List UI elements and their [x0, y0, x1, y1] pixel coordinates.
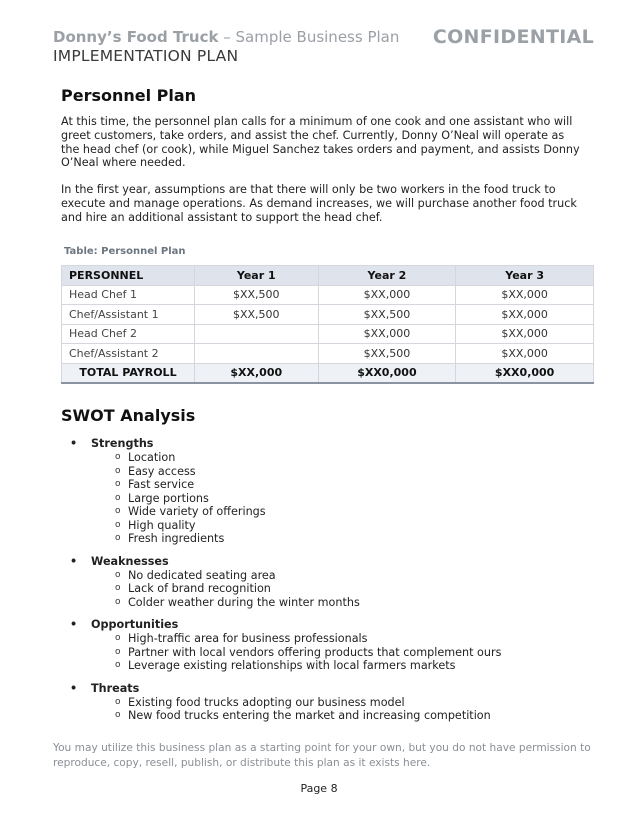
circle-bullet-icon: o — [115, 506, 121, 516]
table-header-row — [62, 266, 594, 286]
bullet-icon: • — [70, 437, 78, 450]
table-row — [62, 324, 594, 344]
swot-category — [61, 682, 581, 696]
total-label: TOTAL PAYROLL — [62, 363, 195, 383]
table-cell: $XX,000 — [318, 285, 456, 305]
swot-category-label: Strengths — [91, 437, 154, 450]
table-cell: Head Chef 2 — [62, 324, 195, 344]
table-header-cell: Year 1 — [195, 266, 319, 286]
section-heading: IMPLEMENTATION PLAN — [53, 47, 239, 65]
circle-bullet-icon: o — [115, 519, 121, 530]
circle-bullet-icon: o — [115, 452, 121, 462]
table-cell: $XX,000 — [456, 324, 594, 344]
confidential-label: CONFIDENTIAL — [432, 26, 594, 48]
circle-bullet-icon: o — [115, 492, 121, 503]
swot-sublist — [61, 696, 581, 723]
list-item: o New food trucks entering the market and increasing competition — [115, 709, 491, 722]
circle-bullet-icon: o — [115, 710, 121, 720]
bullet-icon: • — [70, 681, 78, 695]
table-cell: $XX,500 — [195, 285, 319, 305]
table-cell — [195, 324, 319, 344]
list-item: o Large portions — [115, 491, 209, 505]
list-item: o Lack of brand recognition — [115, 582, 271, 595]
circle-bullet-icon: o — [115, 596, 121, 607]
disclaimer-note: You may utilize this business plan as a starting point for your own, but you do not have permission to reproduce, copy, resell, publish, or distribute this plan as it exists here. — [53, 742, 591, 769]
swot-category — [61, 618, 581, 632]
swot-list — [61, 437, 581, 732]
table-cell: $XX,000 — [456, 285, 594, 305]
personnel-paragraph-2: In the first year, assumptions are that there will only be two workers in the food truck to execute and manage operations. As demand increases, we will purchase another food truck and hire an additional assistant to support the head chef. — [61, 183, 577, 224]
list-item: o Location — [115, 451, 176, 464]
circle-bullet-icon: o — [115, 465, 121, 476]
swot-sublist — [61, 451, 581, 546]
table-row — [62, 305, 594, 325]
brand-name: Donny’s Food Truck — [53, 28, 219, 46]
list-item: o Leverage existing relationships with local farmers markets — [115, 659, 456, 672]
table-cell: $XX,500 — [318, 344, 456, 364]
table-cell: $XX,500 — [195, 305, 319, 325]
table-row — [62, 344, 594, 364]
list-item: o Wide variety of offerings — [115, 505, 266, 518]
table-cell: $XX,000 — [318, 324, 456, 344]
list-item: o Easy access — [115, 464, 196, 478]
table-caption: Table: Personnel Plan — [64, 246, 186, 257]
table-cell: Head Chef 1 — [62, 285, 195, 305]
circle-bullet-icon: o — [115, 633, 121, 643]
circle-bullet-icon: o — [115, 533, 121, 543]
table-row — [62, 285, 594, 305]
personnel-table — [61, 265, 594, 384]
bullet-icon: • — [70, 554, 78, 568]
total-cell: $XX,000 — [195, 363, 319, 383]
swot-category-label: Weaknesses — [91, 554, 169, 568]
circle-bullet-icon: o — [115, 479, 121, 489]
table-header-cell: Year 2 — [318, 266, 456, 286]
table-cell: Chef/Assistant 1 — [62, 305, 195, 325]
table-header-cell: Year 3 — [456, 266, 594, 286]
table-cell: $XX,500 — [318, 305, 456, 325]
table-header-cell: PERSONNEL — [62, 266, 195, 286]
table-cell — [195, 344, 319, 364]
list-item: o High-traffic area for business professionals — [115, 632, 368, 645]
circle-bullet-icon: o — [115, 660, 121, 670]
list-item: o No dedicated seating area — [115, 568, 276, 582]
total-cell: $XX0,000 — [318, 363, 456, 383]
header-subtitle: – Sample Business Plan — [218, 28, 400, 46]
list-item: o Partner with local vendors offering products that complement ours — [115, 645, 502, 659]
swot-title: SWOT Analysis — [61, 406, 196, 425]
list-item: o High quality — [115, 518, 196, 532]
swot-category-label: Opportunities — [91, 618, 179, 631]
table-total-row — [62, 363, 594, 383]
swot-category — [61, 555, 581, 569]
table-cell: $XX,000 — [456, 344, 594, 364]
total-cell: $XX0,000 — [456, 363, 594, 383]
circle-bullet-icon: o — [115, 583, 121, 593]
list-item: o Existing food trucks adopting our business model — [115, 695, 405, 709]
table-cell: Chef/Assistant 2 — [62, 344, 195, 364]
bullet-icon: • — [70, 618, 78, 631]
circle-bullet-icon: o — [115, 696, 121, 707]
table-cell: $XX,000 — [456, 305, 594, 325]
personnel-plan-title: Personnel Plan — [61, 86, 197, 105]
page-number: Page 8 — [300, 782, 338, 795]
list-item: o Fast service — [115, 478, 195, 491]
list-item: o Colder weather during the winter months — [115, 595, 360, 609]
swot-sublist — [61, 569, 581, 610]
page-header — [53, 28, 598, 65]
swot-category-label: Threats — [91, 681, 140, 695]
circle-bullet-icon: o — [115, 569, 121, 580]
list-item: o Fresh ingredients — [115, 532, 225, 545]
swot-category — [61, 437, 581, 451]
circle-bullet-icon: o — [115, 646, 121, 657]
personnel-paragraph-1: At this time, the personnel plan calls for a minimum of one cook and one assistant who will greet customers, take orders, and assist the chef. Currently, Donny O’Neal will operate as the head chef (or cook), while Miguel Sanchez takes orders and payment, and assists Donny O’Neal where needed. — [61, 115, 580, 170]
swot-sublist — [61, 632, 581, 673]
